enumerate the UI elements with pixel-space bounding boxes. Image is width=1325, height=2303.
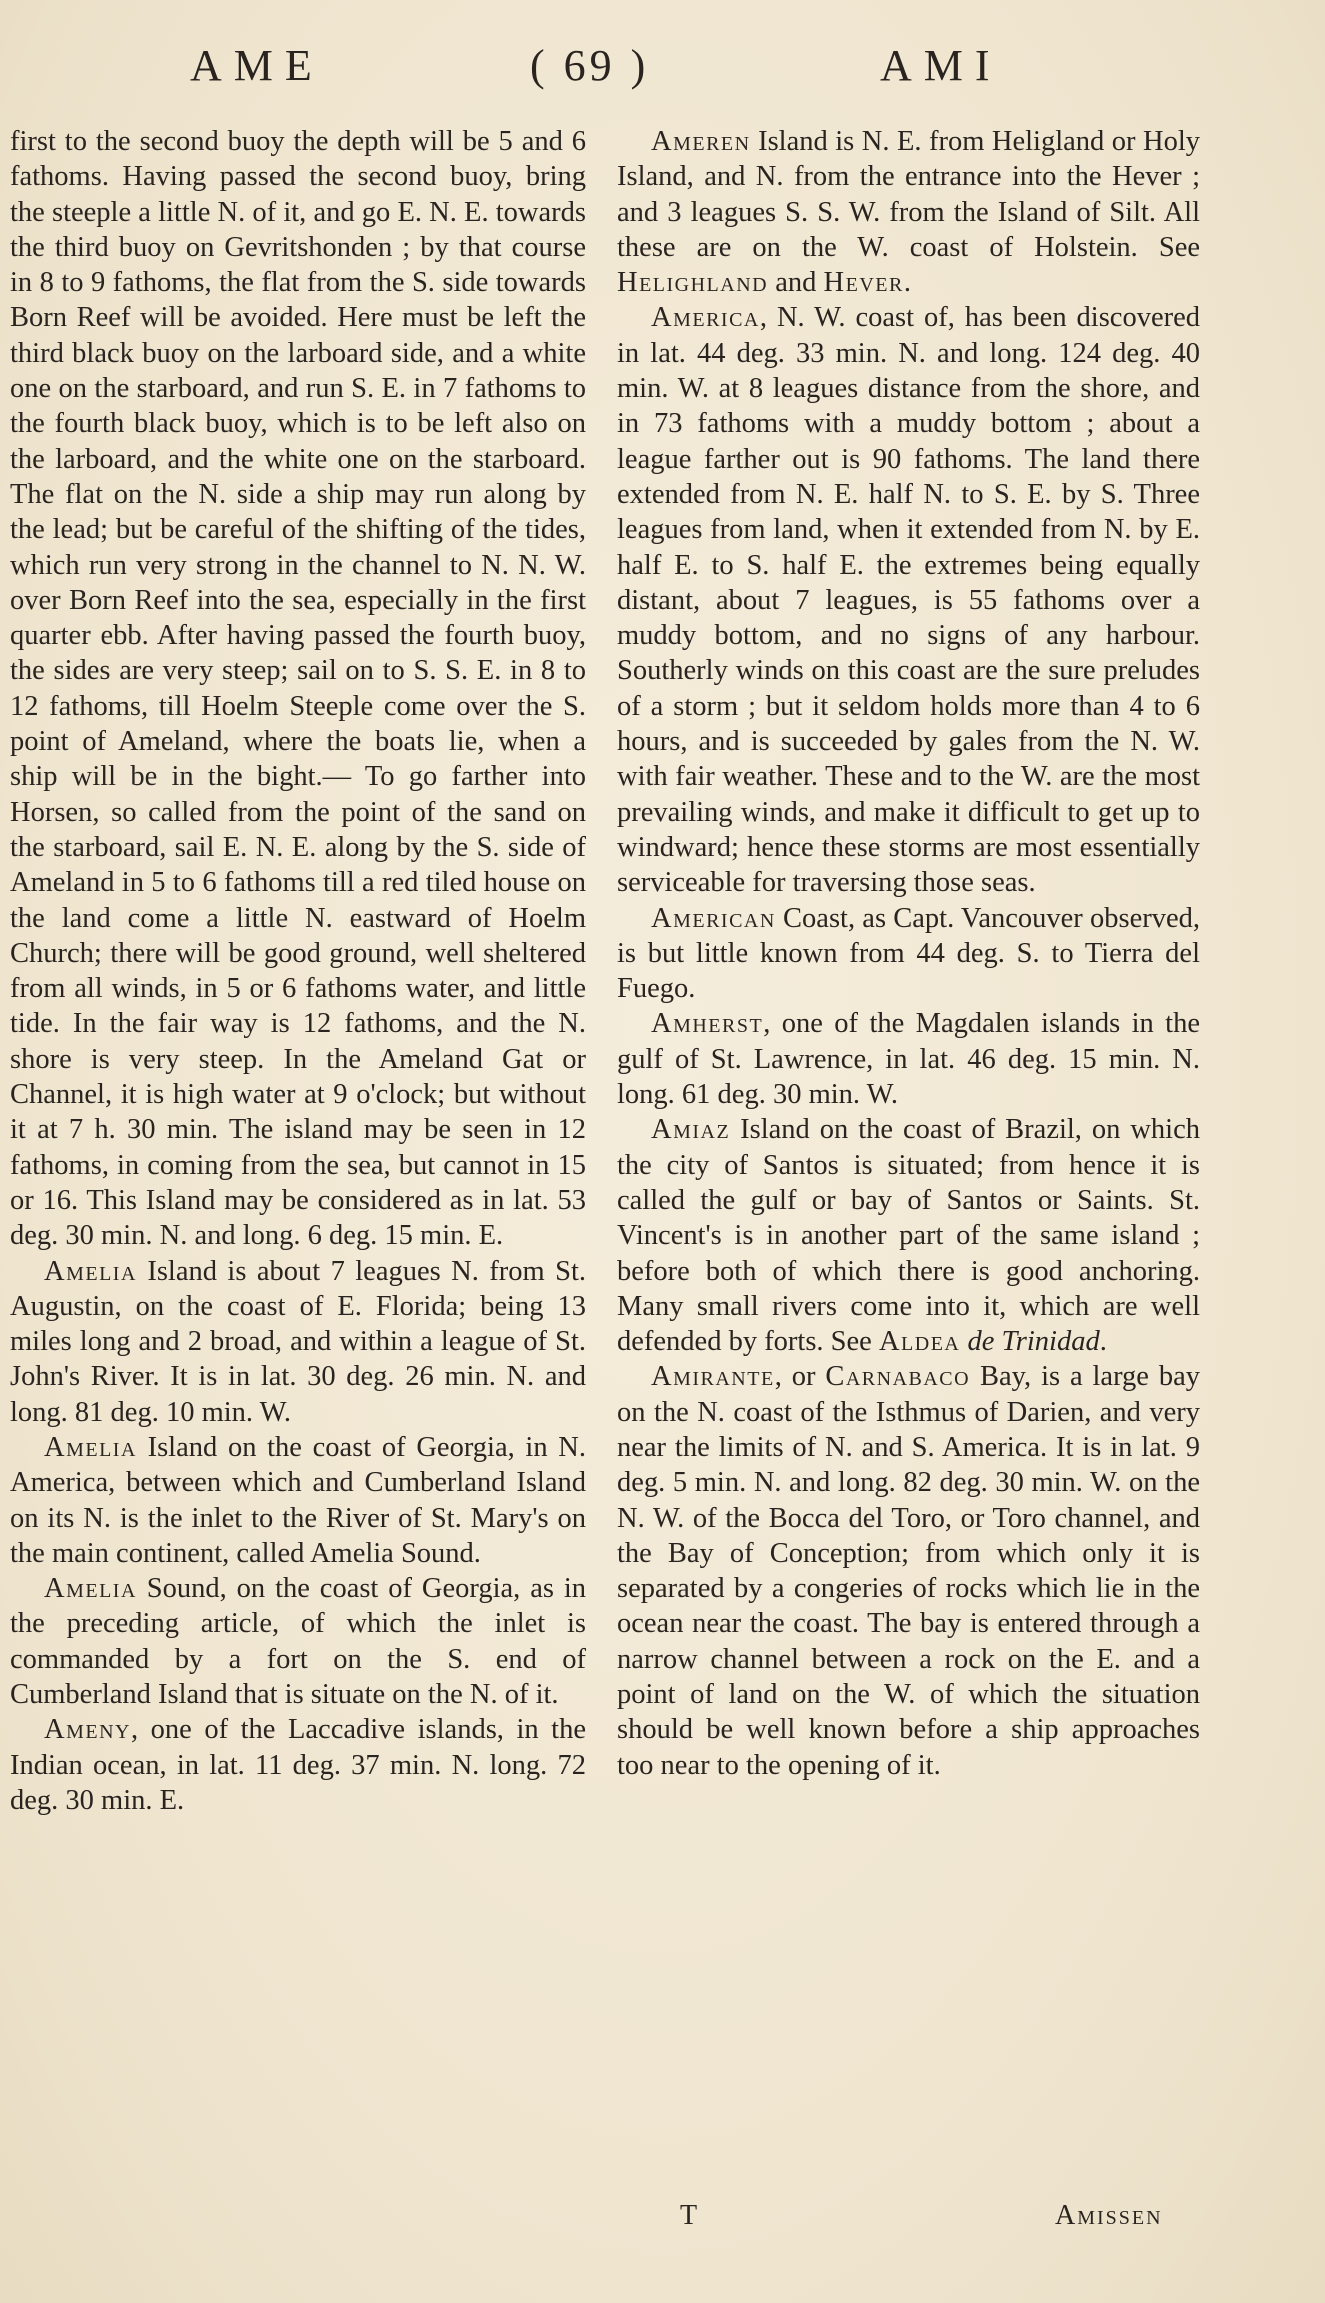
entry-amelia-island-georgia [10,1430,586,1571]
entry-text: , one of the Laccadive islands, in the Indian ocean, in lat. 11 deg. 37 min. N. long. 72 deg. 30 min. E. [10,1714,586,1816]
entry-headword: Amelia [44,1431,137,1463]
cross-reference: Helighland [617,267,769,299]
entry-text: Sound, on the coast of Georgia, as in the preceding article, of which the inlet is commanded by a fort on the S. end of Cumberland Island that is situate on the N. of it. [10,1573,586,1711]
page-number: ( 69 ) [530,41,650,90]
entry-america-nw-coast [617,300,1200,900]
catchword: Amissen [1055,2200,1163,2231]
entry-text: and [768,267,824,299]
entry-ameren [617,124,1200,300]
entry-text: , one of the Magdalen islands in the gulf of St. Lawrence, in lat. 46 deg. 15 min. N. long. 61 deg. 30 min. W. [617,1008,1200,1111]
entry-headword: Ameren [651,126,751,157]
entry-american-coast [617,901,1200,1007]
entry-headword: American [651,902,776,934]
entry-headword: Amirante [651,1361,775,1393]
entry-headword: Amelia [44,1573,137,1605]
entry-amelia-island-florida [10,1254,586,1430]
entry-amherst [617,1006,1200,1112]
right-column [617,124,1200,1783]
cross-reference: Hever [823,267,904,299]
entry-headword: America [651,302,760,334]
entry-text: Island is about 7 leagues N. from St. Augustin, on the coast of E. Florida; being 13 miles long and 2 broad, and within a league of St. John's River. It is in lat. 30 deg. 26 min. N. and long. 81 deg. 10 min. W. [10,1255,586,1428]
entry-text: Coast, as Capt. Vancouver observed, is but little known from 44 deg. S. to Tierra del Fuego. [617,902,1200,1005]
entry-ameny [10,1712,586,1818]
entry-text: Bay, is a large bay on the N. coast of the Isthmus of Darien, and very near the limits of N. and S. America. It is in lat. 9 deg. 5 min. N. and long. 82 deg. 30 min. W. on the N. W. of the Bocca del Toro, or Toro channel, and the Bay of Conception; from which only it is separated by a congeries of rocks which lie in the ocean near the coast. The bay is entered through a narrow channel between a rock on the E. and a point of land on the W. of which the situation should be well known before a ship approaches too near to the opening of it. [617,1361,1200,1781]
continued-paragraph: first to the second buoy the depth will be 5 and 6 fathoms. Having passed the second buoy, bring the steeple a little N. of it, and go E. N. E. towards the third buoy on Gevritshonden ; by that course in 8 to 9 fathoms, the flat from the S. side towards Born Reef will be avoided. Here must be left the third black buoy on the larboard side, and a white one on the starboard, and run S. E. in 7 fathoms to the fourth black buoy, which is to be left also on the larboard, and the white one on the starboard. The flat on the N. side a ship may run along by the lead; but be careful of the shifting of the tides, which run very strong in the channel to N. N. W. over Born Reef into the sea, especially in the first quarter ebb. After having passed the fourth buoy, the sides are very steep; sail on to S. S. E. in 8 to 12 fathoms, till Hoelm Steeple come over the S. point of Ameland, where the boats lie, when a ship will be in the bight.— To go farther into Horsen, so called from the point of the sand on the starboard, sail E. N. E. along by the S. side of Ameland in 5 to 6 fathoms till a red tiled house on the land come a little N. eastward of Hoelm Church; there will be good ground, well sheltered from all winds, in 5 or 6 fathoms water, and little tide. In the fair way is 12 fathoms, and the N. shore is very steep. In the Ameland Gat or Channel, it is high water at 9 o'clock; but without it at 7 h. 30 min. The island may be seen in 12 fathoms, in coming from the sea, but cannot in 15 or 16. This Island may be considered as in lat. 53 deg. 30 min. N. and long. 6 deg. 15 min. E. [10,126,586,1252]
cross-reference-italic: de Trinidad [960,1326,1100,1358]
page-footer [0,2200,1325,2240]
running-header [0,40,1325,100]
entry-text: . [903,267,911,299]
cross-reference: Aldea [878,1326,961,1358]
entry-headword: Amelia [44,1255,137,1287]
header-left-word: AME [190,41,324,90]
entry-headword: Ameny [44,1714,131,1746]
signature-mark: T [680,2200,698,2231]
entry-amirante [617,1359,1200,1783]
header-right-word: AMI [880,41,1002,90]
entry-text: Island on the coast of Brazil, on which the city of Santos is situated; from hence it is called the gulf or bay of Santos or Saints. St. Vincent's is in another part of the same island ; before both of which there is good anchoring. Many small rivers come into it, which are well defended by forts. See [617,1114,1200,1358]
entry-text: , N. W. coast of, has been discovered in lat. 44 deg. 33 min. N. and long. 124 deg. 40 min. W. at 8 leagues distance from the shore, and in 73 fathoms with a muddy bottom ; about a league farther out is 90 fathoms. The land there extended from N. E. half N. to S. E. by S. Three leagues from land, when it extended from N. by E. half E. to S. half E. the extremes being equally distant, about 7 leagues, is 55 fathoms over a muddy bottom, and no signs of any harbour. Southerly winds on this coast are the sure preludes of a storm ; but it seldom holds more than 4 to 6 hours, and is succeeded by gales from the N. W. with fair weather. These and to the W. are the most prevailing winds, and make it difficult to get up to windward; hence these storms are most essentially serviceable for traversing those seas. [617,302,1200,899]
entry-text: . [1099,1326,1107,1358]
entry-headword: Amiaz [651,1114,731,1146]
entry-amiaz [617,1112,1200,1359]
entry-amelia-sound [10,1571,586,1712]
entry-headword-alt: Carnabaco [825,1361,971,1393]
entry-text: Island on the coast of Georgia, in N. America, between which and Cumberland Island on its N. is the inlet to the River of St. Mary's on the main continent, called Amelia Sound. [10,1431,586,1569]
entry-text: , or [774,1361,826,1393]
entry-text: Island is N. E. from Heligland or Holy Island, and N. from the entrance into the Hever ; and 3 leagues S. S. W. from the Island of Silt. All these are on the W. coast of Holstein. See [617,126,1200,263]
left-column [10,124,586,1818]
entry-headword: Amherst [651,1008,764,1040]
